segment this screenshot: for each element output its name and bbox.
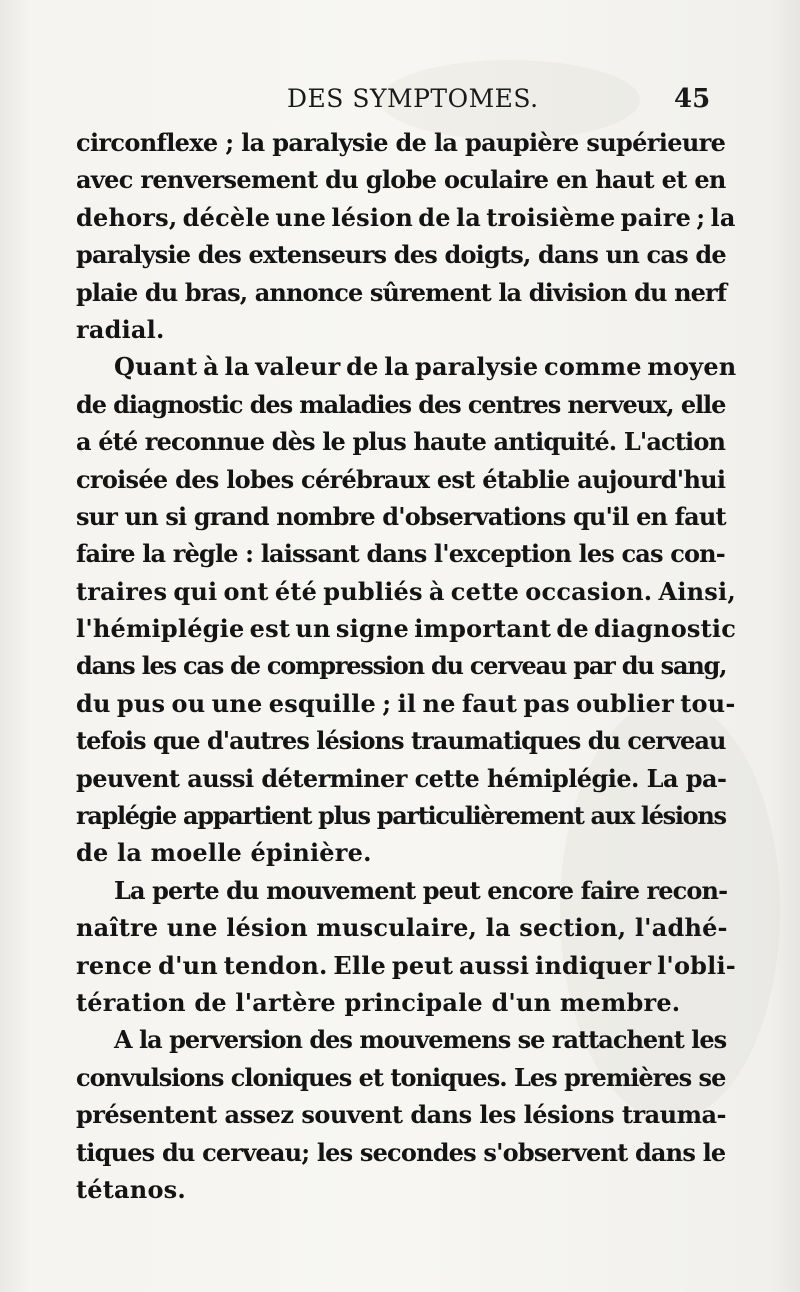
text-line: a été reconnue dès le plus haute antiquité. L'action xyxy=(76,427,726,457)
text-line: La perte du mouvement peut encore faire recon- xyxy=(114,875,728,905)
page-header xyxy=(0,80,800,120)
text-line: de diagnostic des maladies des centres nerveux, elle xyxy=(76,389,726,419)
text-line: présentent assez souvent dans les lésions trauma- xyxy=(76,1100,726,1130)
text-line: croisée des lobes cérébraux est établie aujourd'hui xyxy=(76,464,726,494)
text-line: traires qui ont été publiés à cette occasion. Ainsi, xyxy=(76,576,736,606)
text-line: tétanos. xyxy=(76,1174,186,1204)
page-number: 45 xyxy=(674,84,711,114)
text-line: peuvent aussi déterminer cette hémiplégie. La pa- xyxy=(76,763,727,793)
text-line: naître une lésion musculaire, la section, l'adhé- xyxy=(76,913,728,943)
text-line: dans les cas de compression du cerveau par du sang, xyxy=(76,651,727,681)
text-line: circonflexe ; la paralysie de la paupière supérieure xyxy=(76,128,726,157)
text-line: avec renversement du globe oculaire en haut et en xyxy=(76,165,726,195)
text-line: dehors, décèle une lésion de la troisième paire ; la xyxy=(76,202,736,232)
text-line: rence d'un tendon. Elle peut aussi indiquer l'obli- xyxy=(76,950,736,980)
text-line: plaie du bras, annonce sûrement la division du nerf xyxy=(76,277,727,307)
text-line: du pus ou une esquille ; il ne faut pas oublier tou- xyxy=(76,688,736,718)
text-line: radial. xyxy=(76,314,165,344)
body-text xyxy=(76,124,736,1208)
text-line: tefois que d'autres lésions traumatiques du cerveau xyxy=(76,726,726,756)
text-line: convulsions cloniques et toniques. Les premières se xyxy=(76,1062,726,1092)
text-line: Quant à la valeur de la paralysie comme moyen xyxy=(114,352,737,382)
text-line: faire la règle : laissant dans l'exception les cas con- xyxy=(76,539,725,569)
text-line: raplégie appartient plus particulièrement aux lésions xyxy=(76,801,726,831)
text-line: sur un si grand nombre d'observations qu'il en faut xyxy=(76,501,726,531)
text-line: tération de l'artère principale d'un membre. xyxy=(76,987,681,1017)
text-line: l'hémiplégie est un signe important de diagnostic xyxy=(76,614,737,644)
text-line: de la moelle épinière. xyxy=(76,838,372,868)
text-line: tiques du cerveau; les secondes s'observent dans le xyxy=(76,1137,726,1167)
text-line: paralysie des extenseurs des doigts, dans un cas de xyxy=(76,240,726,270)
running-title: DES SYMPTOMES. xyxy=(287,84,539,113)
text-line: A la perversion des mouvemens se rattachent les xyxy=(114,1025,727,1055)
